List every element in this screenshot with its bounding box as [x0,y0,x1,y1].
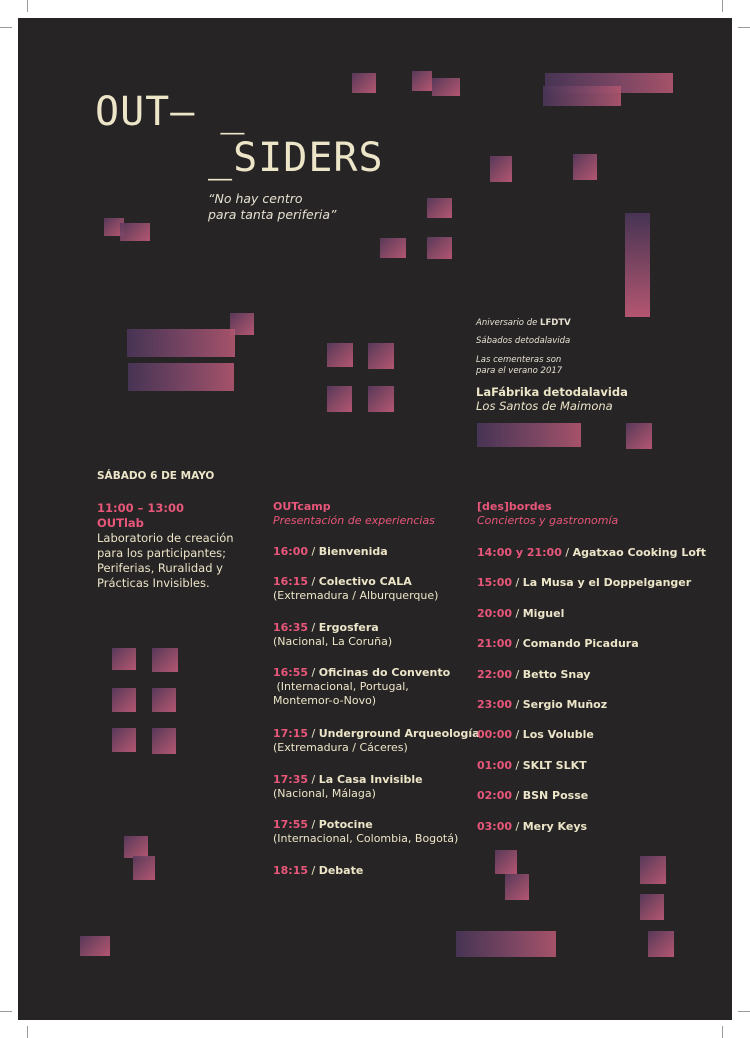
pixel-block [380,238,406,258]
event-name: Sergio Muñoz [522,698,608,711]
event-name: Colectivo CALA [318,575,412,588]
event-separator: / [512,819,523,833]
event-separator: / [308,773,319,786]
event-name: Los Voluble [522,728,594,742]
outlab-desc-3: Periferias, Ruralidad y [97,561,223,575]
event-location: (Extremadura / Cáceres) [273,741,408,754]
pixel-block [432,78,460,96]
pixel-block [490,156,512,182]
event-location: (Nacional, Málaga) [273,787,376,800]
pixel-block [133,856,155,880]
outcamp-event [273,666,450,708]
outcamp-sub: Presentación de experiencias [273,514,435,527]
event-separator: / [308,818,319,831]
concert-event [477,759,587,773]
event-name: Underground Arqueología [318,727,480,740]
concert-event [477,546,706,560]
event-name: Ergosfera [318,621,379,634]
pixel-block [427,237,452,259]
event-name: Mery Keys [522,819,588,833]
pixel-block [352,73,376,93]
outcamp-head: OUTcamp [273,500,331,513]
event-time: 03:00 [477,819,513,833]
event-separator: / [308,727,319,740]
event-time: 17:35 [273,773,309,786]
pixel-block [648,931,674,957]
event-name: Miguel [522,606,565,620]
event-name: Bienvenida [318,545,388,558]
event-separator: / [512,758,523,772]
pixel-block [120,223,150,241]
desbordes-column [477,500,717,528]
pixel-block [80,936,110,956]
pixel-block [640,856,666,884]
aniversario-brand: LFDTV [540,318,571,328]
event-name: Oficinas do Convento [318,666,451,679]
event-separator: / [561,546,573,559]
event-location: (Extremadura / Alburquerque) [273,589,439,602]
info-sabados: Sábados detodalavida [476,336,571,346]
pixel-block [152,688,176,712]
concert-event [477,637,639,651]
event-name: Potocine [318,818,373,831]
event-separator: / [512,606,523,620]
outlab-desc-2: para los participantes; [97,546,227,560]
event-location: (Internacional, Portugal, Montemor-o-Novo) [273,680,409,707]
venue-place: Los Santos de Maimona [476,399,613,413]
event-separator: / [308,545,319,558]
title-line-1: OUT– _ [95,89,246,135]
concert-event [477,576,691,590]
concert-event [477,789,588,803]
event-time: 22:00 [477,667,513,681]
venue [476,385,628,413]
concert-event [477,820,587,834]
event-name: BSN Posse [522,789,589,803]
event-name: Debate [318,864,364,877]
venue-name: LaFábrika detodalavida [476,385,628,399]
crop-mark [722,0,723,12]
quote [208,191,336,223]
event-time: 15:00 [477,576,513,590]
outcamp-event [273,621,392,649]
event-separator: / [512,667,523,681]
event-time: 20:00 [477,606,513,620]
event-time: 16:15 [273,575,309,588]
outlab-desc-4: Prácticas Invisibles. [97,576,210,590]
pixel-block [640,894,664,920]
event-separator: / [308,621,319,634]
event-name: Betto Snay [522,667,591,681]
event-separator: / [308,666,319,679]
outcamp-event [273,818,458,846]
outcamp-event [273,727,480,755]
event-date: SÁBADO 6 DE MAYO [97,470,215,482]
crop-mark [738,1011,750,1012]
info-aniversario [476,318,571,329]
outcamp-event [273,864,363,878]
concert-event [477,668,590,682]
event-time: 23:00 [477,698,513,711]
pixel-block [327,343,353,367]
pixel-block [152,728,176,754]
pixel-block [152,648,178,672]
cementeras-line-1: Las cementeras son [476,355,562,365]
event-name: La Casa Invisible [318,773,423,786]
aniversario-text: Aniversario de [476,318,538,328]
event-time: 16:00 [273,545,309,558]
concert-event [477,698,607,712]
event-time: 01:00 [477,758,513,772]
pixel-block [112,688,136,712]
concert-event [477,728,594,742]
pixel-block [112,648,136,670]
pixel-block [327,386,352,412]
outlab-desc-1: Laboratorio de creación [97,531,234,545]
pixel-block [124,836,148,858]
event-name: Comando Picadura [522,637,639,651]
event-separator: / [512,576,523,590]
event-name: La Musa y el Doppelganger [522,576,692,590]
pixel-block [427,198,452,218]
outlab-name: OUTlab [97,516,144,530]
event-location: (Nacional, La Coruña) [273,635,393,648]
pixel-block [495,850,517,874]
event-name: Agatxao Cooking Loft [572,546,706,559]
event-location: (Internacional, Colombia, Bogotá) [273,832,459,845]
crop-mark [27,0,28,12]
event-time: 00:00 [477,728,513,742]
event-name: SKLT SLKT [522,758,587,772]
desbordes-sub: Conciertos y gastronomía [477,514,619,527]
event-time: 02:00 [477,789,513,803]
event-time: 18:15 [273,864,309,877]
outcamp-event [273,575,438,603]
pixel-block [368,343,394,369]
poster [18,18,732,1020]
outcamp-event [273,545,388,559]
pixel-block [543,86,621,106]
event-separator: / [308,575,319,588]
crop-mark [722,1026,723,1038]
info-cementeras [476,355,562,377]
crop-mark [0,27,12,28]
outlab-time: 11:00 – 13:00 [97,501,184,515]
quote-line-1: “No hay centro [208,191,303,206]
event-time: 21:00 [477,637,513,651]
pixel-block [456,931,556,957]
crop-mark [0,1011,12,1012]
outcamp-column [273,500,483,528]
pixel-block [128,363,234,391]
pixel-block [127,329,235,357]
pixel-block [505,874,529,900]
event-time: 17:15 [273,727,309,740]
event-separator: / [512,789,523,803]
pixel-block [626,423,652,449]
event-separator: / [512,728,523,742]
event-time: 17:55 [273,818,309,831]
pixel-block [412,71,432,91]
pixel-block [112,728,136,752]
pixel-block [477,423,581,447]
title-line-2: _SIDERS [208,135,384,181]
event-time: 14:00 y 21:00 [477,546,562,559]
desbordes-head: [des]bordes [477,500,552,513]
outcamp-event [273,773,423,801]
event-separator: / [308,864,319,877]
pixel-block [573,154,597,180]
pixel-block [368,386,394,412]
outlab [97,501,234,591]
event-time: 16:55 [273,666,309,679]
cementeras-line-2: para el verano 2017 [476,366,563,376]
quote-line-2: para tanta periferia” [208,207,337,222]
concert-event [477,607,564,621]
crop-mark [738,27,750,28]
pixel-block [625,213,650,317]
event-separator: / [512,637,523,651]
crop-mark [27,1026,28,1038]
event-separator: / [512,698,523,711]
event-time: 16:35 [273,621,309,634]
